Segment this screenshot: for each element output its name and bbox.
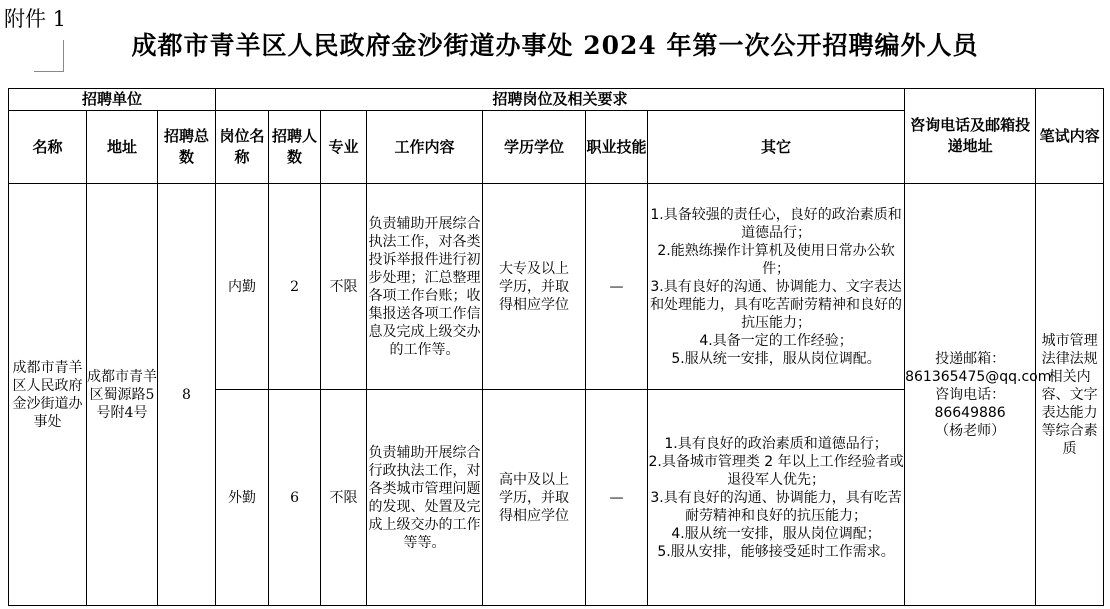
post-count: 6	[269, 390, 321, 606]
post-education: 大专及以上学历，并取得相应学位	[483, 184, 586, 390]
post-work: 负责辅助开展综合行政执法工作，对各类城市管理问题的发现、处置及完成上级交办的工作等等。	[367, 390, 483, 606]
requirement-item: 3.具有良好的沟通、协调能力、文字表达和处理能力，具有吃苦耐劳精神和良好的抗压能力；	[650, 278, 903, 331]
requirement-item: 3.具有良好的沟通、协调能力，具有吃苦耐劳精神和良好的抗压能力；	[650, 489, 902, 524]
contact-info	[905, 184, 1052, 606]
post-count: 2	[269, 184, 321, 390]
requirement-item: 5.服从安排，能够接受延时工作需求。	[657, 543, 895, 560]
requirement-item: 4.服从统一安排，服从岗位调配；	[671, 525, 881, 542]
education-header: 学历学位	[483, 111, 586, 184]
major-header: 专业	[321, 111, 367, 184]
work-header: 工作内容	[367, 111, 483, 184]
email-address: 861365475@qq.com	[905, 368, 1052, 385]
requirement-item: 5.服从统一安排，服从岗位调配。	[671, 350, 881, 367]
phone-line: 咨询电话：86649886	[934, 386, 1006, 421]
requirement-item: 2.能熟练操作计算机及使用日常办公软件；	[657, 242, 895, 277]
post-major: 不限	[321, 184, 367, 390]
position-group-header: 招聘岗位及相关要求	[216, 89, 905, 111]
table-row	[9, 184, 1104, 390]
other-header: 其它	[648, 111, 905, 184]
unit-address: 成都市青羊区蜀源路5号附4号	[87, 184, 158, 606]
requirement-item: 2.具备城市管理类 2 年以上工作经验者或退役军人优先；	[648, 453, 904, 488]
post-header: 岗位名称	[216, 111, 269, 184]
post-major: 不限	[321, 390, 367, 606]
post-other	[648, 184, 905, 390]
group-header-row	[9, 89, 1104, 111]
post-education: 高中及以上学历，并取得相应学位	[483, 390, 586, 606]
recruitment-table	[8, 88, 1104, 606]
unit-name: 成都市青羊区人民政府金沙街道办事处	[9, 184, 87, 606]
exam-header: 笔试内容	[1036, 89, 1104, 184]
skill-header: 职业技能	[586, 111, 648, 184]
requirement-item: 1.具备较强的责任心，良好的政治素质和道德品行；	[650, 206, 902, 241]
post-other	[648, 390, 905, 606]
name-header: 名称	[9, 111, 87, 184]
unit-group-header: 招聘单位	[9, 89, 216, 111]
unit-total: 8	[158, 184, 216, 606]
page-title: 成都市青羊区人民政府金沙街道办事处 2024 年第一次公开招聘编外人员	[131, 31, 979, 60]
post-name: 内勤	[216, 184, 269, 390]
contact-header: 咨询电话及邮箱投递地址	[905, 89, 1036, 184]
attachment-label: 附件 1	[4, 7, 67, 31]
contact-person: （杨老师）	[935, 422, 1006, 439]
email-label: 投递邮箱：	[935, 350, 1006, 367]
requirement-item: 4.具备一定的工作经验；	[699, 332, 853, 349]
post-name: 外勤	[216, 390, 269, 606]
post-skill: —	[586, 390, 648, 606]
count-header: 招聘人数	[269, 111, 321, 184]
address-header: 地址	[87, 111, 158, 184]
total-header: 招聘总数	[158, 111, 216, 184]
post-skill: —	[586, 184, 648, 390]
post-work: 负责辅助开展综合执法工作，对各类投诉举报件进行初步处理；汇总整理各项工作台账；收集报送各项工作信息及完成上级交办的工作等。	[367, 184, 483, 390]
requirement-item: 1.具有良好的政治素质和道德品行；	[664, 435, 888, 452]
exam-content: 城市管理法律法规相关内容、文字表达能力等综合素质	[1036, 184, 1104, 606]
